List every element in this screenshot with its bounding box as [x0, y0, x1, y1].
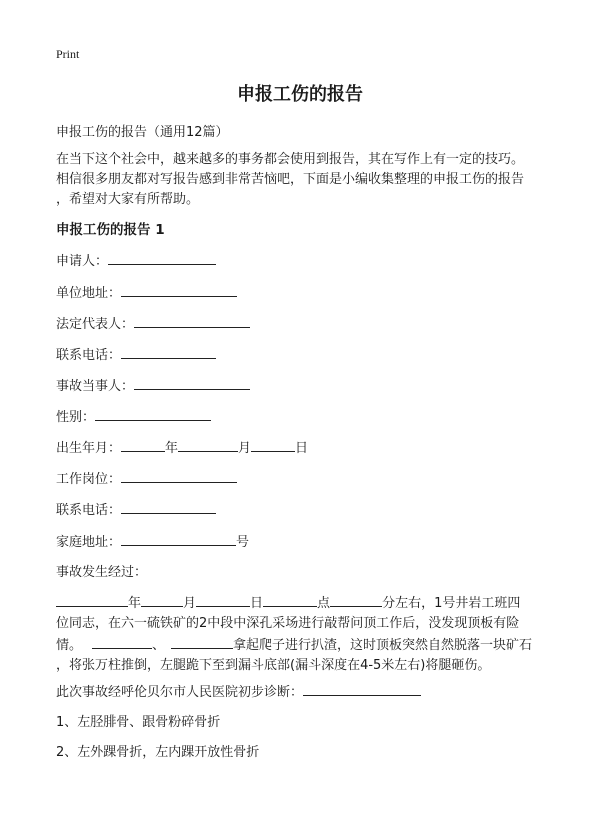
birth-month-label: 月 [238, 441, 252, 456]
party-blank [134, 375, 250, 390]
applicant-field [56, 250, 216, 269]
birth-year-blank [121, 437, 165, 452]
legal-rep-label: 法定代表人： [56, 317, 135, 332]
section-title: 申报工伤的报告 1 [56, 222, 165, 238]
narrative-line-3-start: 情。 [56, 638, 83, 653]
intro-paragraph [56, 150, 556, 210]
intro-line: 在当下这个社会中，越来越多的事务都会使用到报告，其在写作上有一定的技巧。 [56, 152, 525, 167]
narrative-point-blank [263, 592, 317, 607]
home-address-blank [121, 531, 236, 546]
page-title: 申报工伤的报告 [237, 84, 363, 105]
narrative-paragraph [56, 592, 566, 676]
narrative-line-3-sep: 、 [152, 638, 166, 653]
narrative-day-blank [196, 592, 250, 607]
diagnosis-label: 此次事故经呼伦贝尔市人民医院初步诊断： [56, 685, 304, 700]
narrative-line-1 [56, 592, 566, 614]
narrative-day: 日 [250, 596, 264, 611]
narrative-line-2: 位同志，在六一硫铁矿的2中段中深孔采场进行敲帮问顶工作后，没发现顶板有险 [56, 616, 520, 631]
narrative-minute-blank [330, 592, 382, 607]
birth-month-blank [178, 437, 238, 452]
narrative-person1-blank [92, 634, 152, 649]
narrative-person2-blank [171, 634, 233, 649]
intro-line: 相信很多朋友都对写报告感到非常苦恼吧，下面是小编收集整理的申报工伤的报告 [56, 172, 525, 187]
narrative-year: 年 [128, 596, 142, 611]
party-field [56, 375, 250, 394]
birth-day-label: 日 [295, 441, 309, 456]
print-label: Print [56, 47, 80, 61]
home-address-label: 家庭地址： [56, 535, 122, 550]
narrative-year-blank [56, 592, 128, 607]
legal-rep-field [56, 313, 250, 332]
position-label: 工作岗位： [56, 472, 122, 487]
applicant-blank [108, 250, 216, 265]
home-address-field [56, 531, 249, 550]
phone1-label: 联系电话： [56, 348, 122, 363]
gender-label: 性别： [56, 410, 96, 425]
phone2-blank [121, 499, 216, 514]
diagnosis-field [56, 681, 421, 700]
birth-label: 出生年月： [56, 441, 122, 456]
birth-field [56, 437, 308, 456]
gender-blank [95, 406, 211, 421]
narrative-point: 点 [317, 596, 331, 611]
position-blank [121, 468, 237, 483]
birth-day-blank [251, 437, 295, 452]
unit-address-field [56, 282, 237, 301]
gender-field [56, 406, 211, 425]
position-field [56, 468, 237, 487]
narrative-line-1-tail: 分左右，1号井岩工班四 [382, 596, 521, 611]
phone2-field [56, 499, 216, 518]
birth-year-label: 年 [165, 441, 179, 456]
unit-address-blank [121, 282, 237, 297]
intro-line: ，希望对大家有所帮助。 [56, 192, 200, 207]
narrative-month-blank [141, 592, 183, 607]
phone2-label: 联系电话： [56, 503, 122, 518]
list-item: 1、左胫腓骨、跟骨粉碎骨折 [56, 715, 221, 730]
narrative-line-3 [56, 634, 566, 656]
narrative-line-4: ，将张万柱推倒，左腿跪下至到漏斗底部(漏斗深度在4-5米左右)将腿砸伤。 [56, 658, 491, 673]
process-label: 事故发生经过： [56, 565, 148, 580]
phone1-blank [121, 344, 216, 359]
applicant-label: 申请人： [56, 254, 109, 269]
subtitle: 申报工伤的报告（通用12篇） [56, 125, 229, 140]
phone1-field [56, 344, 216, 363]
legal-rep-blank [134, 313, 250, 328]
list-item: 2、左外踝骨折，左内踝开放性骨折 [56, 745, 260, 760]
diagnosis-blank [303, 681, 421, 696]
narrative-month: 月 [183, 596, 197, 611]
narrative-line-3-tail: 拿起爬子进行扒渣，这时顶板突然自然脱落一块矿石 [233, 638, 533, 653]
unit-address-label: 单位地址： [56, 286, 122, 301]
home-address-hao: 号 [236, 535, 250, 550]
party-label: 事故当事人： [56, 379, 135, 394]
